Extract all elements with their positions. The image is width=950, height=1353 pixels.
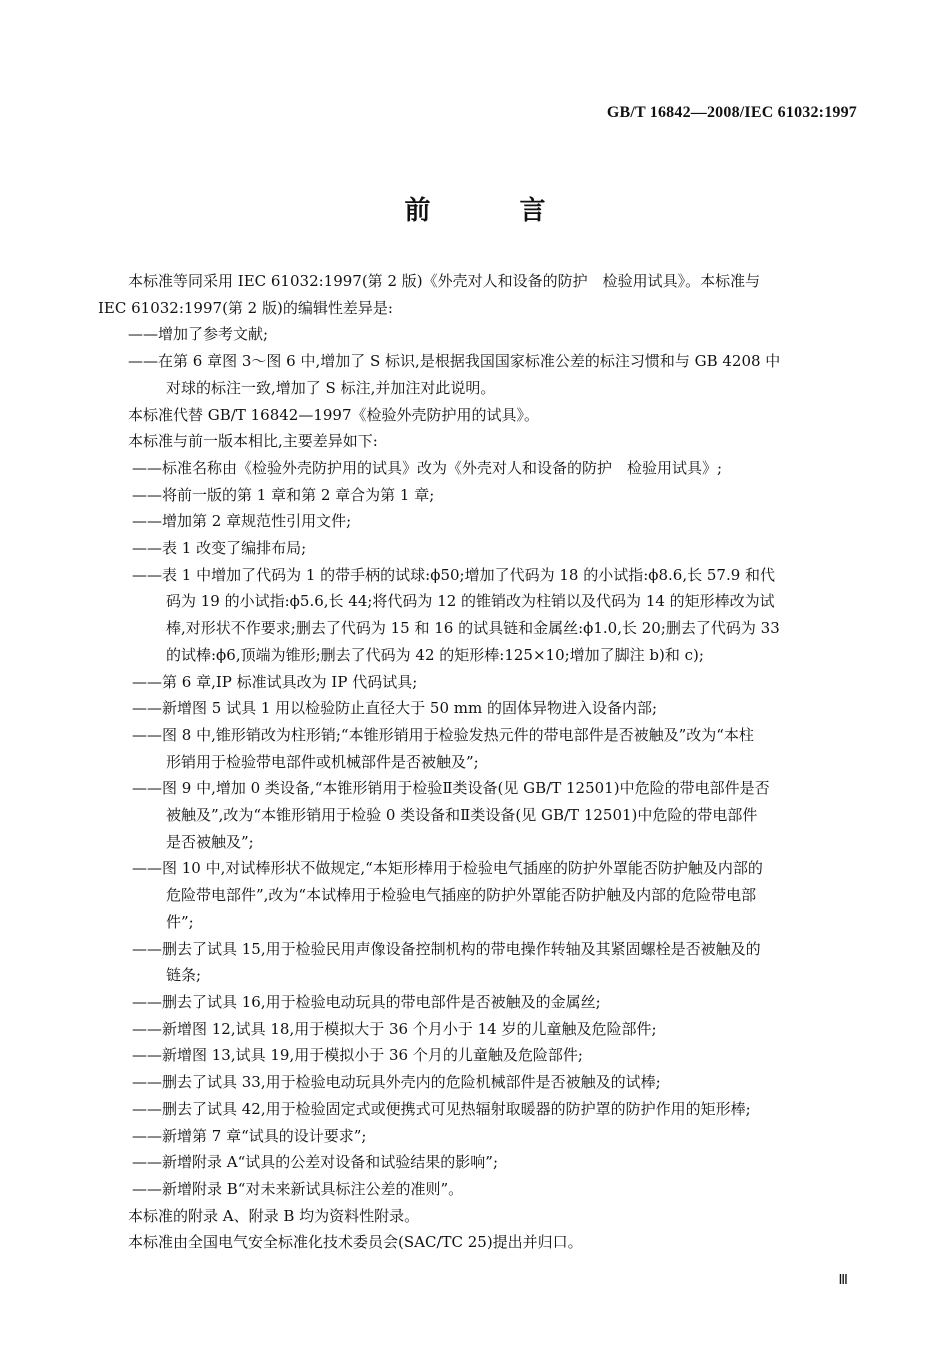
change-item: ——标准名称由《检验外壳防护用的试具》改为《外壳对人和设备的防护 检验用试具》; — [132, 458, 723, 477]
editorial-item: ——在第 6 章图 3～图 6 中,增加了 S 标识,是根据我国国家标准公差的标注习惯和与 GB 4208 中 — [128, 352, 781, 371]
changes-list — [98, 455, 858, 1203]
change-item: ——表 1 改变了编排布局; — [132, 539, 307, 558]
change-item: ——新增图 12,试具 18,用于模拟大于 36 个月小于 14 岁的儿童触及危险部件; — [132, 1019, 657, 1038]
change-item-continuation: 危险带电部件”,改为“本试棒用于检验电气插座的防护外罩能否防护触及内部的危险带电部 — [166, 886, 757, 905]
change-item: ——图 8 中,锥形销改为柱形销;“本锥形销用于检验发热元件的带电部件是否被触及”改为“本柱 — [132, 725, 754, 744]
change-item: ——第 6 章,IP 标准试具改为 IP 代码试具; — [132, 672, 418, 691]
intro-paragraph-line-2: IEC 61032:1997(第 2 版)的编辑性差异是: — [98, 298, 393, 317]
standard-code-header: GB/T 16842—2008/IEC 61032:1997 — [606, 104, 857, 121]
intro-paragraph-line-1: 本标准等同采用 IEC 61032:1997(第 2 版)《外壳对人和设备的防护 检验用试具》。本标准与 — [128, 272, 761, 290]
change-item: ——删去了试具 33,用于检验电动玩具外壳内的危险机械部件是否被触及的试棒; — [132, 1073, 661, 1092]
replaces-statement: 本标准代替 GB/T 16842—1997《检验外壳防护用的试具》。 — [128, 405, 539, 424]
change-item: ——图 9 中,增加 0 类设备,“本锥形销用于检验Ⅱ类设备(见 GB/T 12501)中危险的带电部件是否 — [132, 779, 770, 798]
page-number: Ⅲ — [838, 1273, 848, 1288]
change-item: ——新增图 13,试具 19,用于模拟小于 36 个月的儿童触及危险部件; — [132, 1046, 583, 1065]
proposed-by-statement: 本标准由全国电气安全标准化技术委员会(SAC/TC 25)提出并归口。 — [128, 1233, 583, 1252]
change-item-continuation: 形销用于检验带电部件或机械部件是否被触及”; — [166, 752, 479, 771]
change-item-continuation: 链条; — [166, 966, 202, 985]
change-item-continuation: 棒,对形状不作要求;删去了代码为 15 和 16 的试具链和金属丝:ϕ1.0,长 20;删去了代码为 33 — [166, 619, 780, 638]
change-item-continuation: 件”; — [166, 912, 194, 931]
change-item: ——删去了试具 15,用于检验民用声像设备控制机构的带电操作转轴及其紧固螺栓是否被触及的 — [132, 939, 761, 958]
change-item: ——新增附录 A“试具的公差对设备和试验结果的影响”; — [132, 1153, 498, 1172]
change-item: ——增加第 2 章规范性引用文件; — [132, 512, 352, 531]
change-item-continuation: 的试棒:ϕ6,顶端为锥形;删去了代码为 42 的矩形棒:125×10;增加了脚注 b)和 c); — [166, 645, 704, 664]
change-item: ——将前一版的第 1 章和第 2 章合为第 1 章; — [132, 485, 435, 504]
editorial-item: ——增加了参考文献; — [128, 325, 269, 344]
annex-note: 本标准的附录 A、附录 B 均为资料性附录。 — [128, 1206, 420, 1225]
editorial-item-continuation: 对球的标注一致,增加了 S 标注,并加注对此说明。 — [166, 378, 496, 397]
changes-intro: 本标准与前一版本相比,主要差异如下: — [128, 432, 378, 451]
change-item-continuation: 是否被触及”; — [166, 832, 254, 851]
page-title: 前 言 — [404, 196, 586, 226]
foreword-body — [98, 268, 858, 1256]
change-item: ——新增图 5 试具 1 用以检验防止直径大于 50 mm 的固体异物进入设备内部; — [132, 699, 658, 718]
change-item: ——删去了试具 42,用于检验固定式或便携式可见热辐射取暖器的防护罩的防护作用的矩形棒; — [132, 1099, 751, 1118]
change-item: ——图 10 中,对试棒形状不做规定,“本矩形棒用于检验电气插座的防护外罩能否防护触及内部的 — [132, 859, 763, 878]
change-item-continuation: 被触及”,改为“本锥形销用于检验 0 类设备和Ⅱ类设备(见 GB/T 12501)中危险的带电部件 — [166, 806, 758, 825]
change-item: ——新增附录 B“对未来新试具标注公差的准则”。 — [132, 1179, 464, 1198]
change-item: ——新增第 7 章“试具的设计要求”; — [132, 1126, 367, 1145]
change-item: ——表 1 中增加了代码为 1 的带手柄的试球:ϕ50;增加了代码为 18 的小试指:ϕ8.6,长 57.9 和代 — [132, 565, 776, 584]
change-item-continuation: 码为 19 的小试指:ϕ5.6,长 44;将代码为 12 的锥销改为柱销以及代码为 14 的矩形棒改为试 — [166, 592, 775, 611]
change-item: ——删去了试具 16,用于检验电动玩具的带电部件是否被触及的金属丝; — [132, 992, 601, 1011]
